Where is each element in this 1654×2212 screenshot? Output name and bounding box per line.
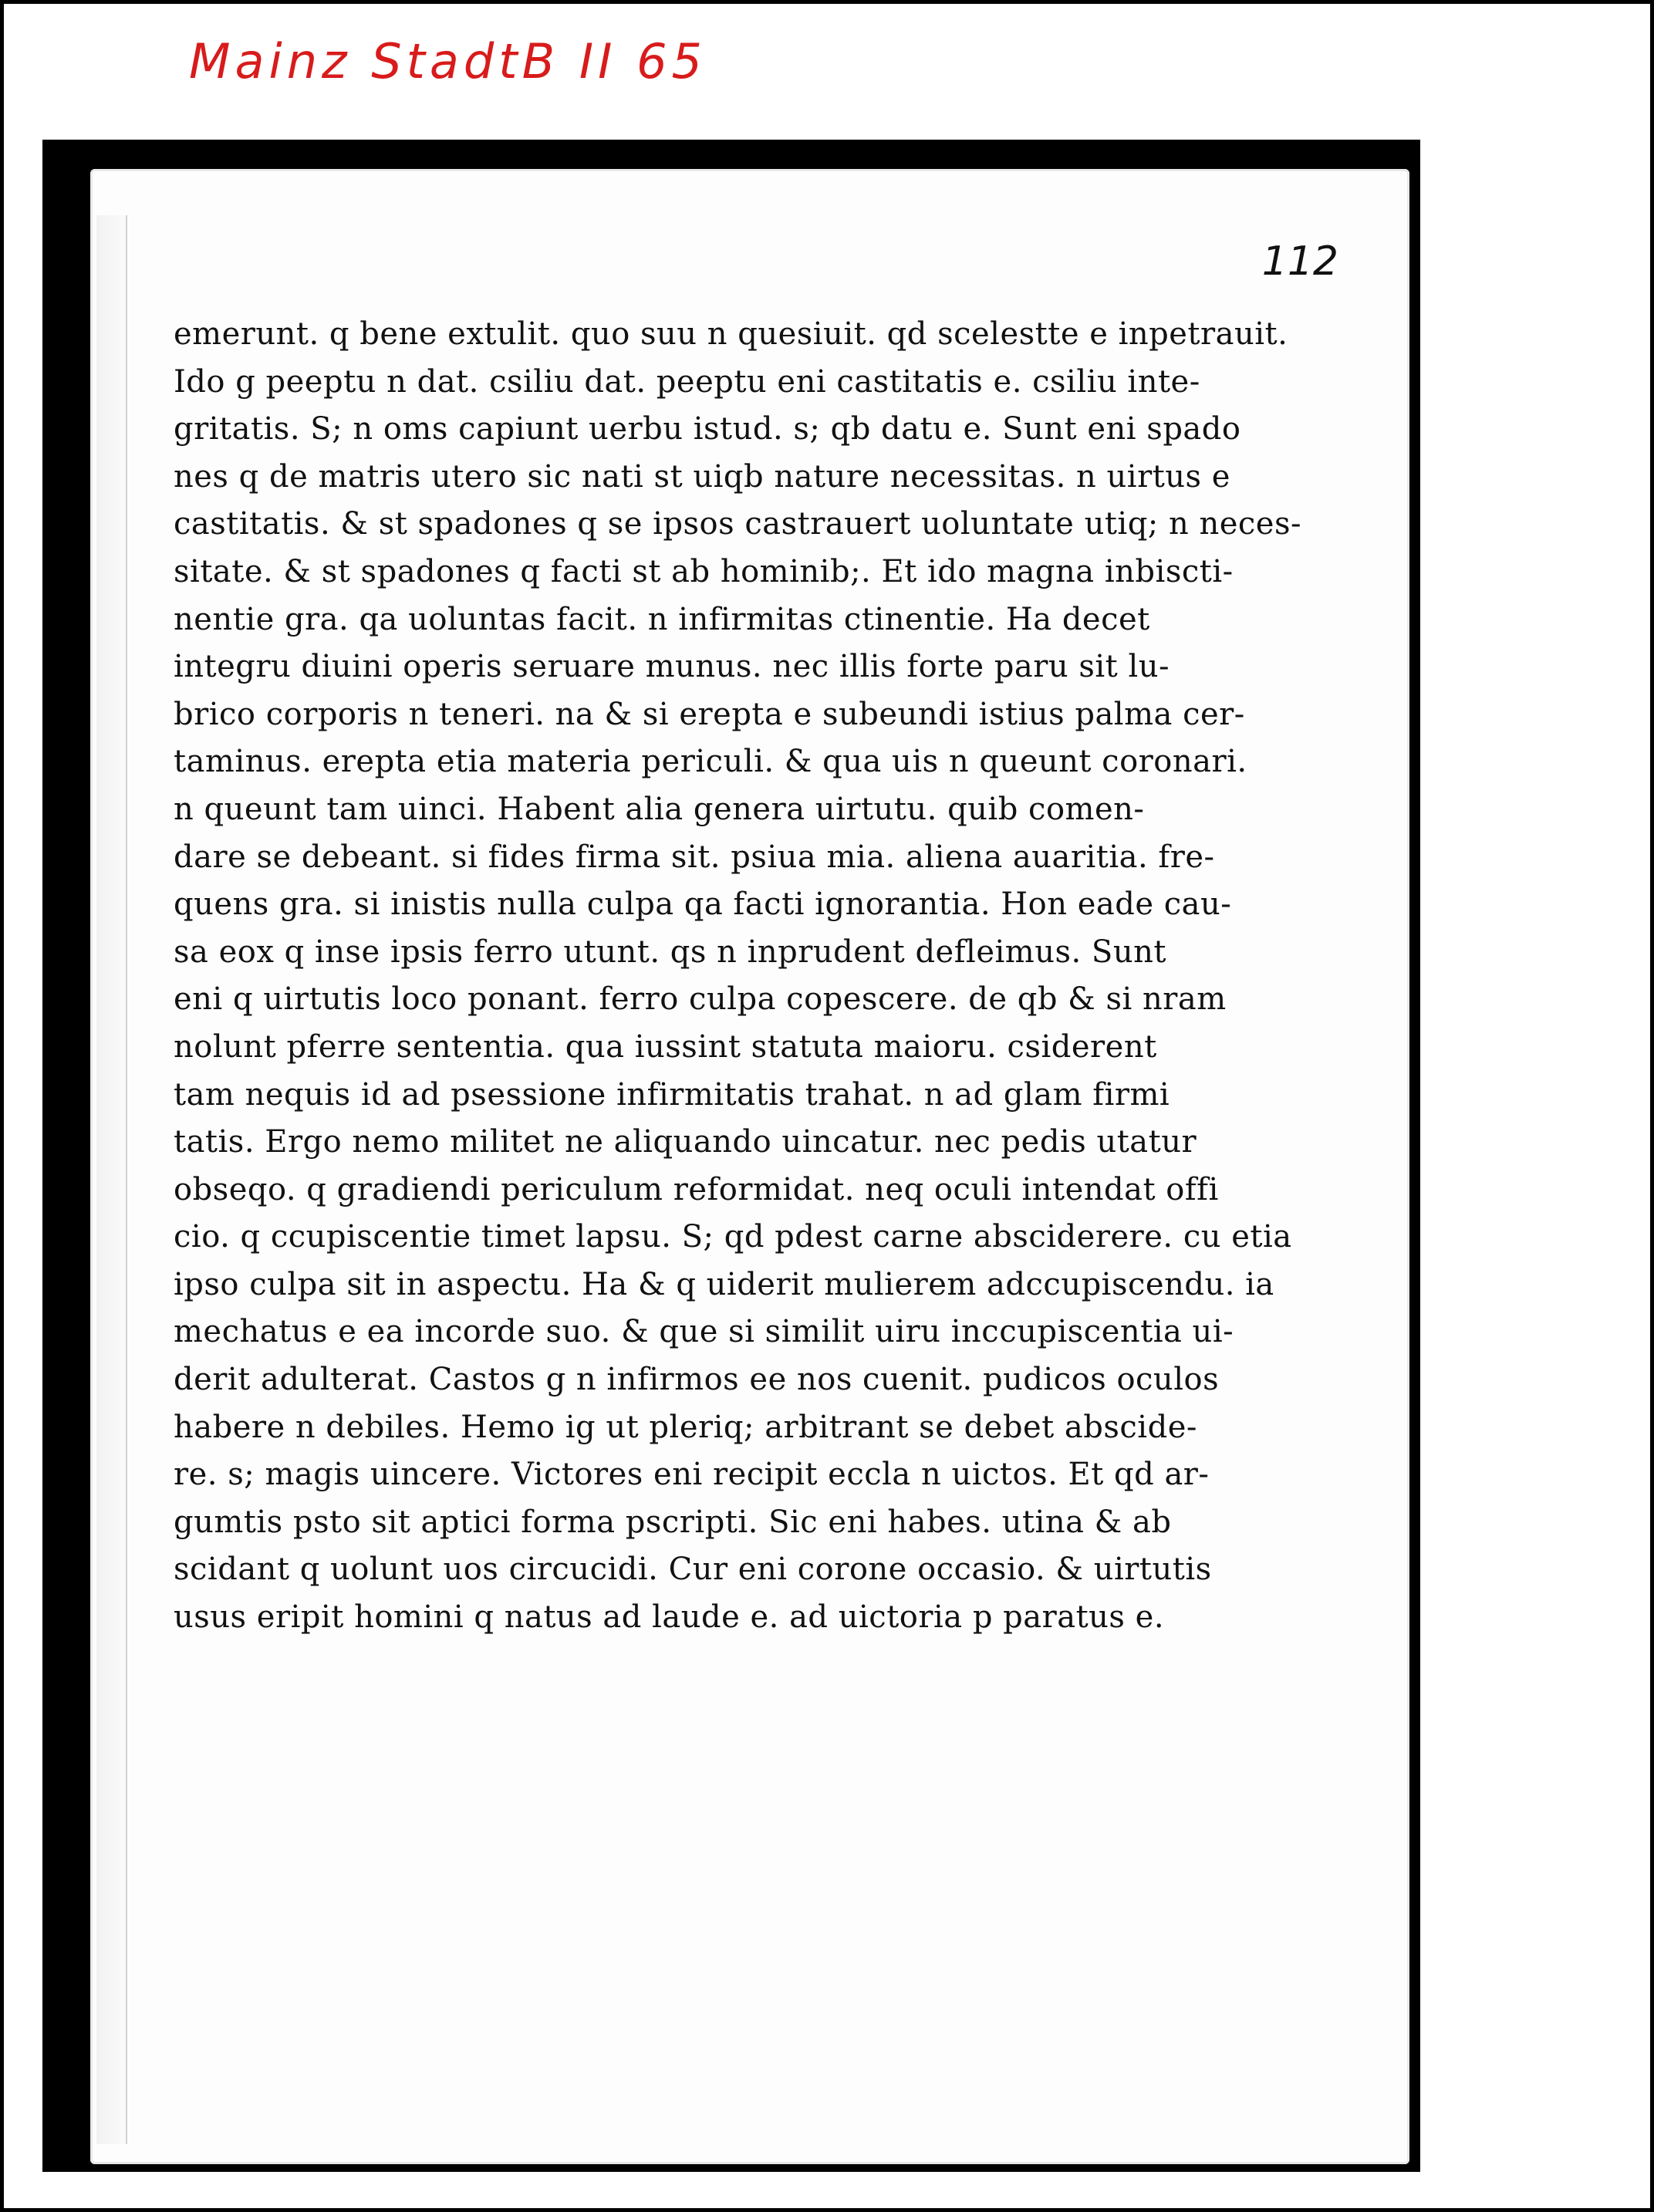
leaf-edge bbox=[96, 215, 127, 2144]
text-line: gumtis psto sit aptici forma pscripti. Sic eni habes. utina & ab bbox=[174, 1504, 1172, 1540]
text-line: sitate. & st spadones q facti st ab hominib;. Et ido magna inbiscti- bbox=[174, 553, 1234, 589]
text-line: emerunt. q bene extulit. quo suu n quesiuit. qd scelestte e inpetrauit. bbox=[174, 316, 1288, 352]
text-line: quens gra. si inistis nulla culpa qa facti ignorantia. Hon eade cau- bbox=[174, 886, 1232, 923]
text-line: habere n debiles. Hemo ig ut pleriq; arbitrant se debet abscide- bbox=[174, 1409, 1197, 1445]
text-line: nentie gra. qa uoluntas facit. n infirmitas ctinentie. Ha decet bbox=[174, 601, 1150, 637]
text-line: castitatis. & st spadones q se ipsos castrauert uoluntate utiq; n neces- bbox=[174, 506, 1302, 542]
text-line: derit adulterat. Castos g n infirmos ee nos cuenit. pudicos oculos bbox=[174, 1362, 1220, 1398]
text-line: taminus. erepta etia materia periculi. & qua uis n queunt coronari. bbox=[174, 744, 1247, 780]
text-line: sa eox q inse ipsis ferro utunt. qs n inprudent defleimus. Sunt bbox=[174, 934, 1166, 970]
text-block bbox=[174, 311, 1331, 1642]
text-line: mechatus e ea incorde suo. & que si similit uiru inccupiscentia ui- bbox=[174, 1314, 1234, 1350]
text-line: nolunt pferre sententia. qua iussint statuta maioru. csiderent bbox=[174, 1028, 1157, 1065]
text-line: eni q uirtutis loco ponant. ferro culpa copescere. de qb & si nram bbox=[174, 981, 1227, 1018]
text-line: dare se debeant. si fides firma sit. psiua mia. aliena auaritia. fre- bbox=[174, 839, 1215, 875]
text-line: cio. q ccupiscentie timet lapsu. S; qd pdest carne absciderere. cu etia bbox=[174, 1219, 1292, 1255]
manuscript-leaf bbox=[90, 169, 1409, 2164]
shelfmark-annotation: Mainz StadtB II 65 bbox=[189, 33, 707, 89]
text-line: usus eripit homini q natus ad laude e. ad uictoria p paratus e. bbox=[174, 1599, 1165, 1636]
text-line: Ido g peeptu n dat. csiliu dat. peeptu eni castitatis e. csiliu inte- bbox=[174, 363, 1200, 400]
text-line: nes q de matris utero sic nati st uiqb nature necessitas. n uirtus e bbox=[174, 458, 1230, 495]
text-line: n queunt tam uinci. Habent alia genera uirtutu. quib comen- bbox=[174, 791, 1145, 827]
text-line: tatis. Ergo nemo militet ne aliquando uincatur. nec pedis utatur bbox=[174, 1124, 1197, 1160]
text-line: obseqo. q gradiendi periculum reformidat. neq oculi intendat offi bbox=[174, 1171, 1219, 1207]
text-line: ipso culpa sit in aspectu. Ha & q uiderit mulierem adccupiscendu. ia bbox=[174, 1266, 1274, 1302]
text-line: brico corporis n teneri. na & si erepta e subeundi istius palma cer- bbox=[174, 696, 1245, 732]
text-line: gritatis. S; n oms capiunt uerbu istud. s; qb datu e. Sunt eni spado bbox=[174, 411, 1241, 447]
manuscript-photo bbox=[42, 140, 1420, 2172]
text-line: scidant q uolunt uos circucidi. Cur eni corone occasio. & uirtutis bbox=[174, 1552, 1212, 1588]
text-line: integru diuini operis seruare munus. nec illis forte paru sit lu- bbox=[174, 649, 1170, 685]
folio-number: 112 bbox=[1261, 238, 1338, 285]
text-line: re. s; magis uincere. Victores eni recipit eccla n uictos. Et qd ar- bbox=[174, 1457, 1210, 1493]
text-line: tam nequis id ad psessione infirmitatis trahat. n ad glam firmi bbox=[174, 1076, 1170, 1113]
